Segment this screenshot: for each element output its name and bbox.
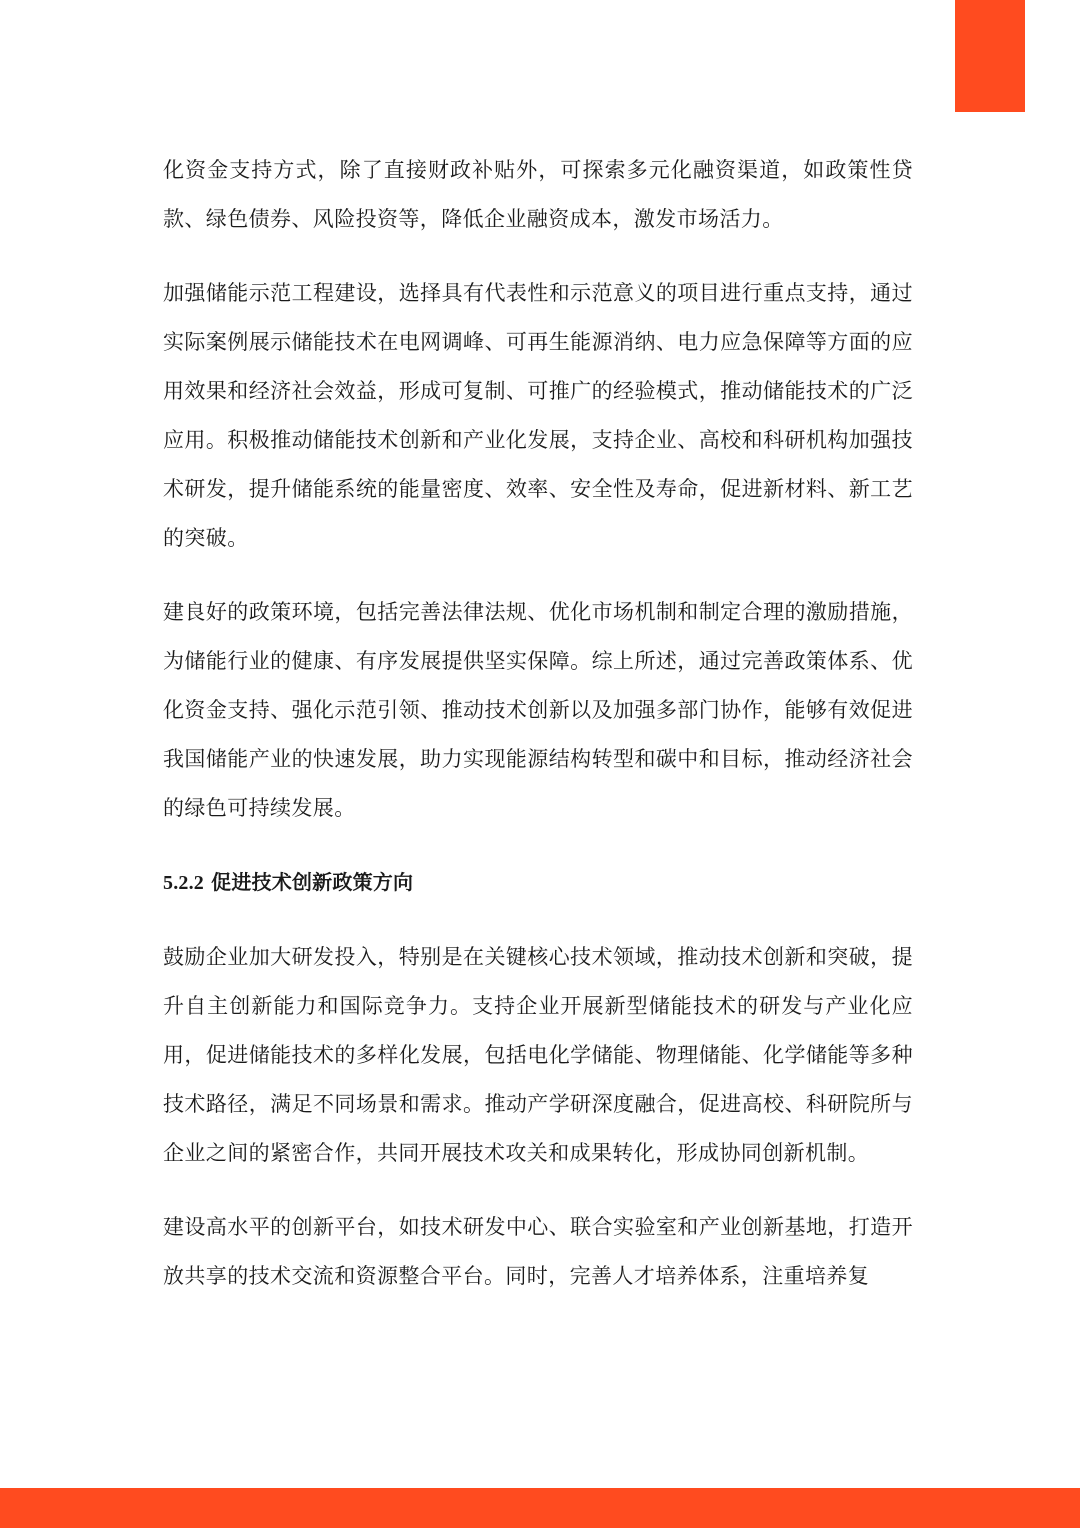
paragraph-financing: 化资金支持方式，除了直接财政补贴外，可探索多元化融资渠道，如政策性贷款、绿色债券、风险投资等，降低企业融资成本，激发市场活力。 (163, 158, 913, 231)
paragraph-policy-environment: 建良好的政策环境，包括完善法律法规、优化市场机制和制定合理的激励措施，为储能行业的健康、有序发展提供坚实保障。综上所述，通过完善政策体系、优化资金支持、强化示范引领、推动技术创新以及加强多部门协作，能够有效促进我国储能产业的快速发展，助力实现能源结构转型和碳中和目标，推动经济社会的绿色可持续发展。 (163, 600, 913, 820)
page-content (163, 146, 913, 1326)
paragraph-rd-investment: 鼓励企业加大研发投入，特别是在关键核心技术领域，推动技术创新和突破，提升自主创新能力和国际竞争力。支持企业开展新型储能技术的研发与产业化应用，促进储能技术的多样化发展，包括电化学储能、物理储能、化学储能等多种技术路径，满足不同场景和需求。推动产学研深度融合，促进高校、科研院所与企业之间的紧密合作，共同开展技术攻关和成果转化，形成协同创新机制。 (163, 945, 913, 1165)
footer-accent-bar (0, 1488, 1080, 1528)
paragraph-demonstration: 加强储能示范工程建设，选择具有代表性和示范意义的项目进行重点支持，通过实际案例展示储能技术在电网调峰、可再生能源消纳、电力应急保障等方面的应用效果和经济社会效益，形成可复制、可推广的经验模式，推动储能技术的广泛应用。积极推动储能技术创新和产业化发展，支持企业、高校和科研机构加强技术研发，提升储能系统的能量密度、效率、安全性及寿命，促进新材料、新工艺的突破。 (163, 281, 913, 550)
section-number: 5.2.2 (163, 872, 204, 894)
corner-accent-tab (955, 0, 1025, 112)
paragraph-innovation-platform: 建设高水平的创新平台，如技术研发中心、联合实验室和产业创新基地，打造开放共享的技术交流和资源整合平台。同时，完善人才培养体系，注重培养复 (163, 1215, 913, 1288)
section-title: 促进技术创新政策方向 (211, 870, 414, 894)
section-heading (163, 858, 913, 908)
